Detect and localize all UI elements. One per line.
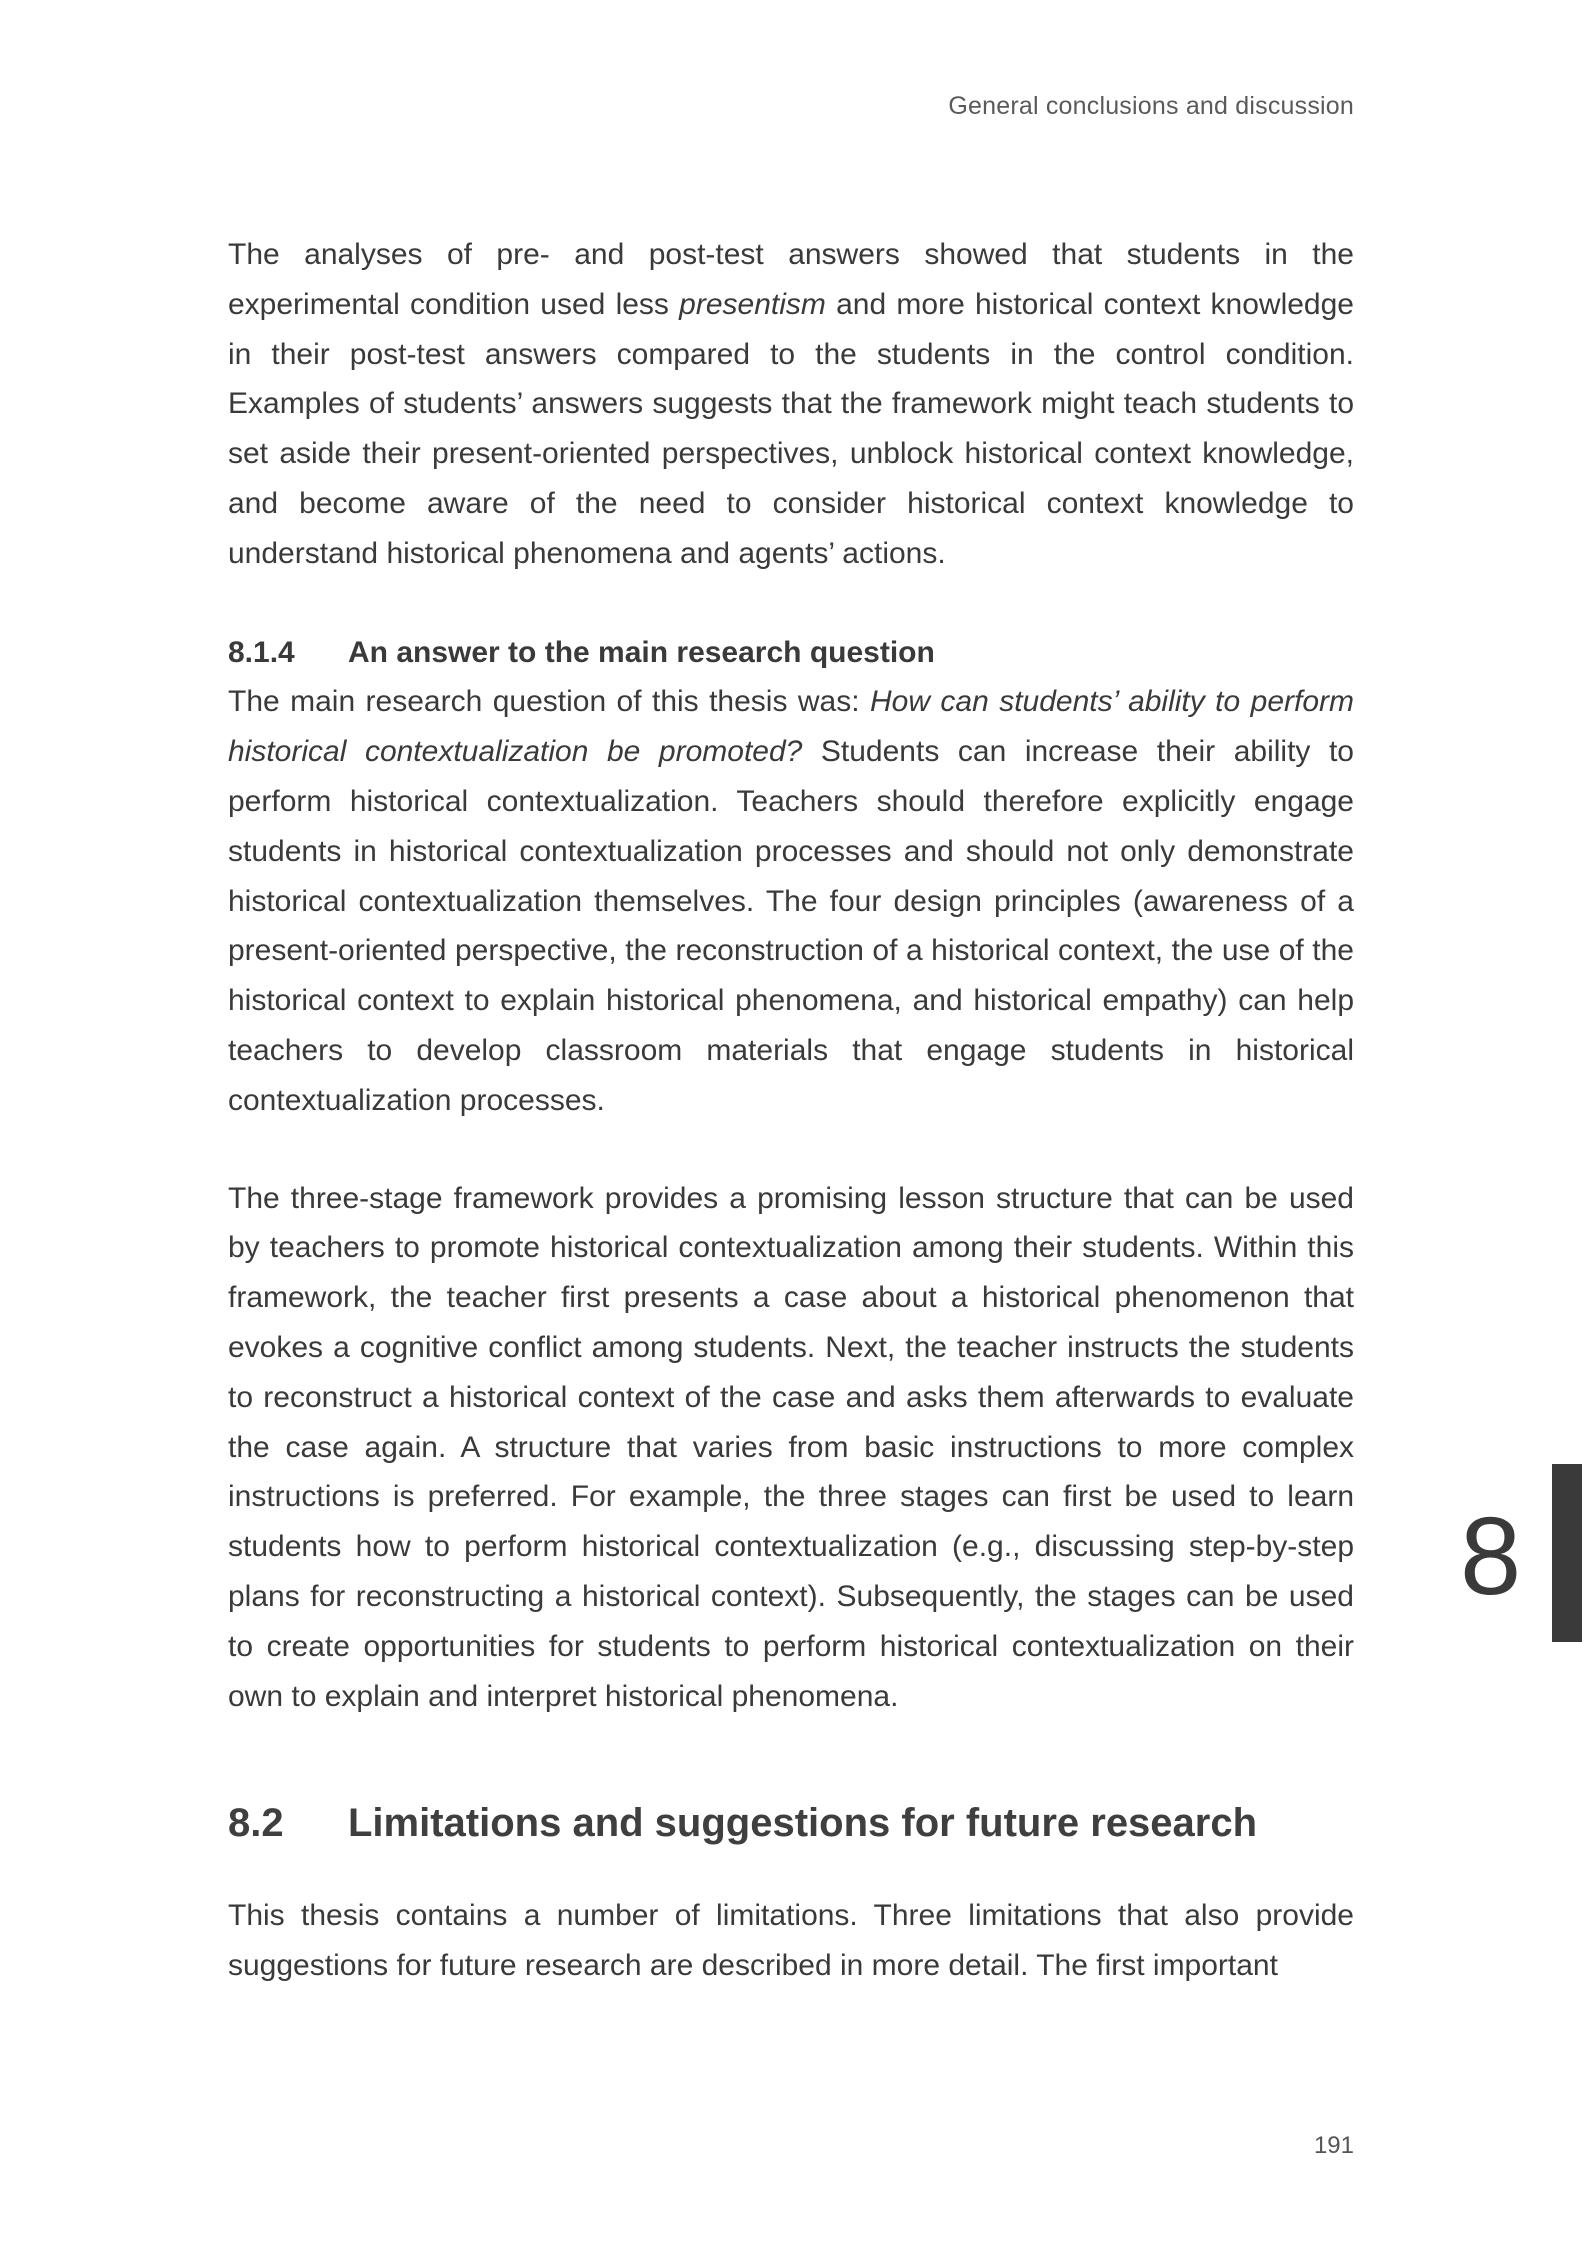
chapter-number: 8 xyxy=(1460,1495,1522,1618)
paragraph-2-text-b: Students can increase their ability to perform historical contextualization. Teachers should therefore explicitly engage students in historical contextualization processes and should not only demonstrate historical contextualization themselves. The four design principles (awareness of a present-oriented perspective, the reconstruction of a historical context, the use of the historical context to explain historical phenomena, and historical empathy) can help teachers to develop classroom materials that engage students in historical contextualization processes. xyxy=(228,735,1354,1117)
subsection-heading xyxy=(228,628,1354,678)
paragraph-3: The three-stage framework provides a promising lesson structure that can be used by teachers to promote historical contextualization among their students. Within this framework, the teacher first presents a case about a historical phenomenon that evokes a cognitive conflict among students. Next, the teacher instructs the students to reconstruct a historical context of the case and asks them afterwards to evaluate the case again. A structure that varies from basic instructions to more complex instructions is preferred. For example, the three stages can first be used to learn students how to perform historical contextualization (e.g., discussing step-by-step plans for reconstructing a historical context). Subsequently, the stages can be used to create opportunities for students to perform historical contextualization on their own to explain and interpret historical phenomena. xyxy=(228,1181,1354,1713)
paragraph-1-italic: presentism xyxy=(679,287,826,321)
paragraph-1-text-b: and more historical context knowledge in their post-test answers compared to the students in the control condition. Examples of students’ answers suggests that the framework might teach students to set aside their present-oriented perspectives, unblock historical context knowledge, and become aware of the need to consider historical context knowledge to understand historical phenomena and agents’ actions. xyxy=(228,287,1354,570)
spacer xyxy=(228,579,1354,628)
paragraph-4: This thesis contains a number of limitations. Three limitations that also provide suggestions for future research are described in more detail. The first important xyxy=(228,1899,1354,1983)
spacer xyxy=(228,1721,1354,1793)
spacer xyxy=(228,1126,1354,1174)
spacer xyxy=(228,1853,1354,1891)
section-number: 8.2 xyxy=(228,1801,284,1846)
paragraph-2-italic: How can students’ ability to perform historical contextualization be promoted? xyxy=(228,685,1354,769)
paragraph-2 xyxy=(228,677,1354,1125)
running-header: General conclusions and discussion xyxy=(948,92,1354,120)
section-heading xyxy=(228,1793,1354,1853)
subsection-title: An answer to the main research question xyxy=(348,635,935,669)
page-body xyxy=(228,230,1354,1991)
paragraph-1 xyxy=(228,230,1354,579)
paragraph-2-text-a: The main research question of this thesis was: xyxy=(228,685,870,719)
chapter-tab xyxy=(1552,1464,1582,1642)
section-title: Limitations and suggestions for future research xyxy=(348,1801,1258,1846)
subsection-number: 8.1.4 xyxy=(228,635,295,669)
page-number: 191 xyxy=(1313,2132,1354,2159)
paragraph-1-text-a: The analyses of pre- and post-test answers showed that students in the experimental condition used less xyxy=(228,238,1354,321)
